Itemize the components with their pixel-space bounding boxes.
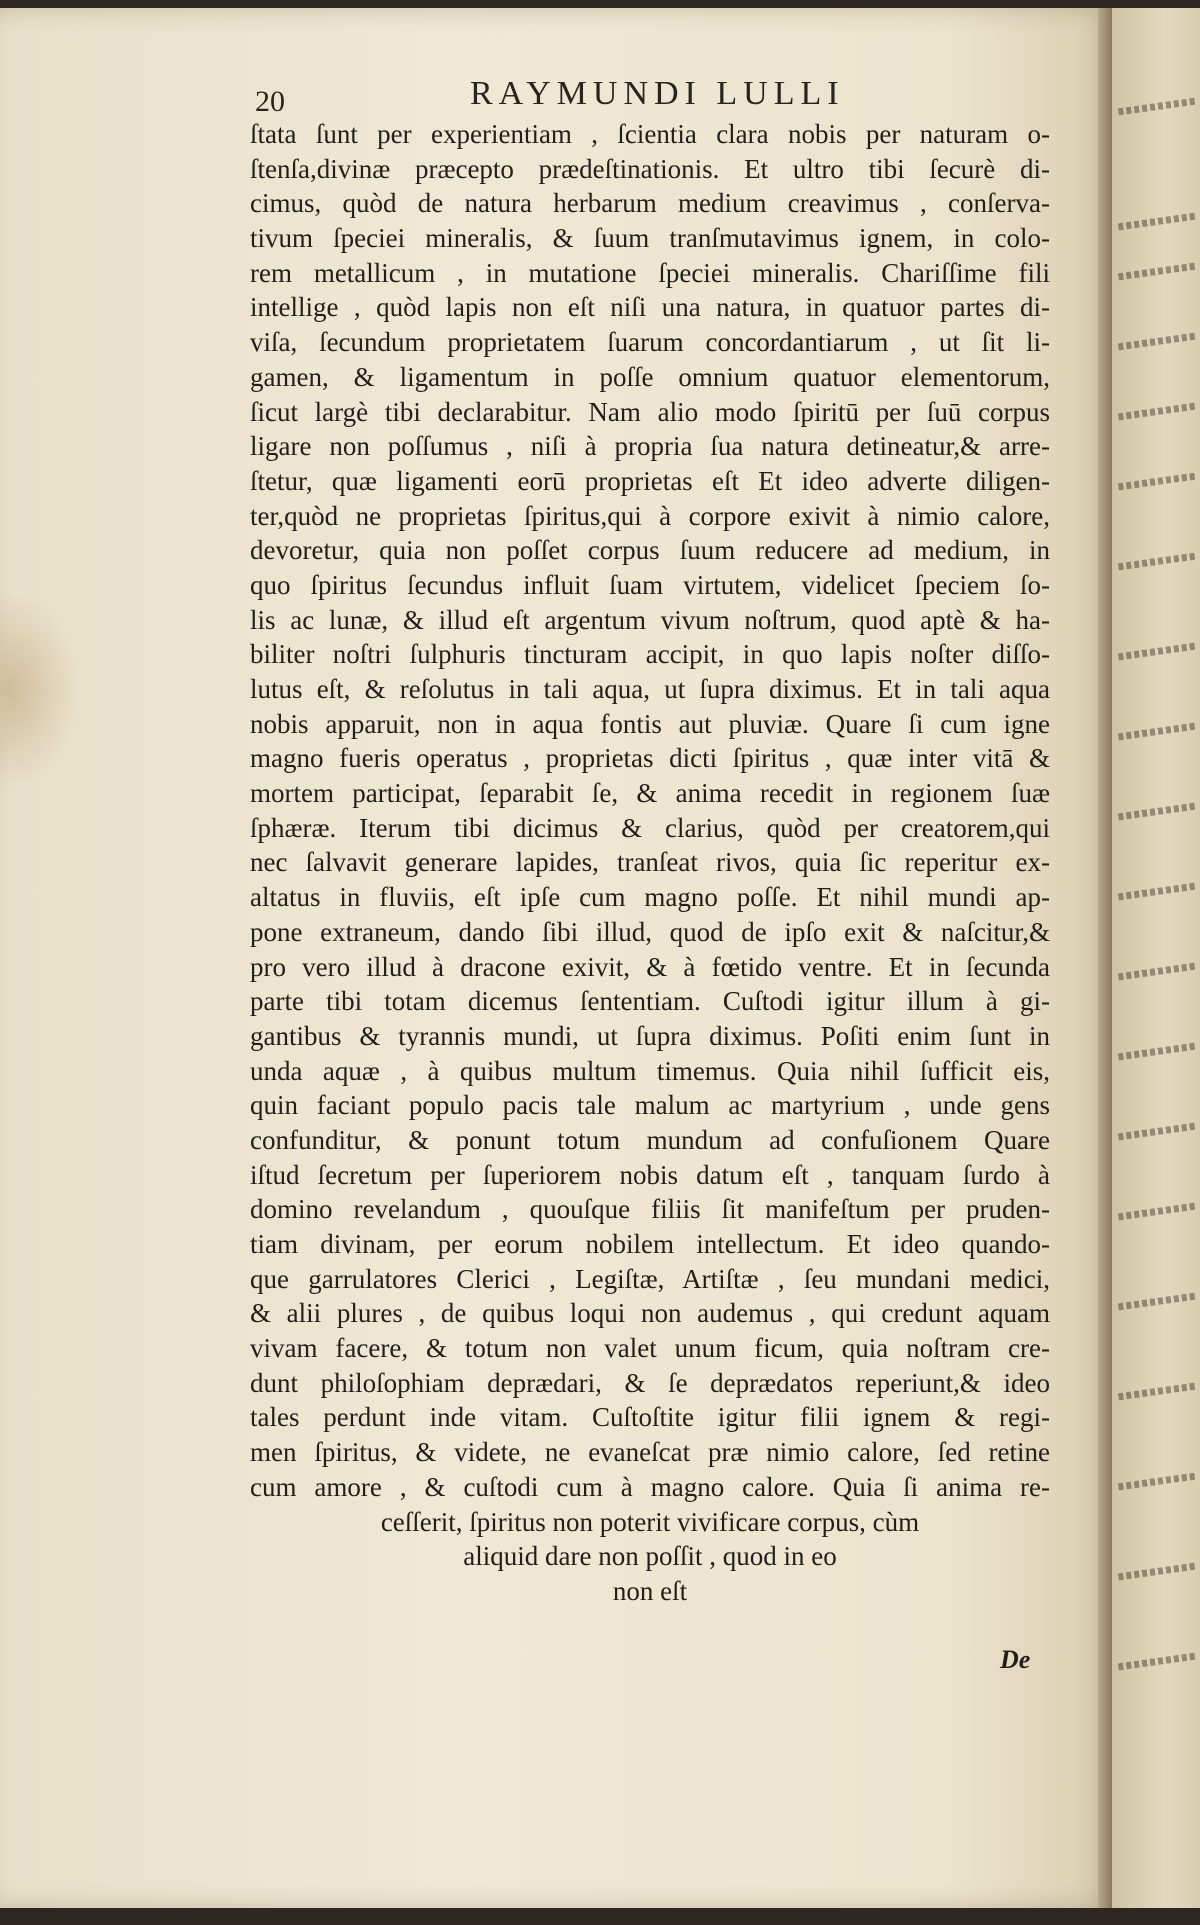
text-line: cimus, quòd de natura herbarum medium creavimus , conſerva- <box>250 188 1050 219</box>
text-line: confunditur, & ponunt totum mundum ad confuſionem Quare <box>250 1124 1050 1155</box>
text-line: nobis apparuit, non in aqua fontis aut pluviæ. Quare ſi cum igne <box>250 708 1050 739</box>
text-line: pro vero illud à dracone exivit, & à fœtido ventre. Et in ſecunda <box>250 951 1050 982</box>
text-line: domino revelandum , quouſque filiis ſit manifeſtum per pruden- <box>250 1194 1050 1225</box>
text-line: ſicut largè tibi declarabitur. Nam alio modo ſpiritū per ſuū corpus <box>250 396 1050 427</box>
text-line: nec ſalvavit generare lapides, tranſeat rivos, quia ſic reperitur ex- <box>250 847 1050 878</box>
text-line: intellige , quòd lapis non eſt niſi una natura, in quatuor partes di- <box>250 292 1050 323</box>
text-line: viſa, ſecundum proprietatem ſuarum concordantiarum , ut ſit li- <box>250 327 1050 358</box>
text-line: tales perdunt inde vitam. Cuſtoſtite igitur filii ignem & regi- <box>250 1402 1050 1433</box>
text-line: unda aquæ , à quibus multum timemus. Quia nihil ſufficit eis, <box>250 1055 1050 1086</box>
text-line: men ſpiritus, & videte, ne evaneſcat præ nimio calore, ſed retine <box>250 1437 1050 1468</box>
text-line: & alii plures , de quibus loqui non audemus , qui credunt aquam <box>250 1298 1050 1329</box>
text-line: que garrulatores Clerici , Legiſtæ, Artiſtæ , ſeu mundani medici, <box>250 1263 1050 1294</box>
text-line: lutus eſt, & reſolutus in tali aqua, ut ſupra diximus. Et in tali aqua <box>250 674 1050 704</box>
text-line: ſphæræ. Iterum tibi dicimus & clarius, quòd per creatorem,qui <box>250 812 1050 843</box>
tail-line: ceſſerit, ſpiritus non poterit vivificare corpus, cùm <box>380 1506 920 1537</box>
running-head: RAYMUNDI LULLI <box>470 75 845 112</box>
text-line: gantibus & tyrannis mundi, ut ſupra diximus. Poſiti enim ſunt in <box>250 1020 1050 1051</box>
text-line: tiam divinam, per eorum nobilem intellectum. Et ideo quando- <box>250 1229 1050 1259</box>
text-line: pone extraneum, dando ſibi illud, quod de ipſo exit & naſcitur,& <box>250 916 1050 947</box>
tail-line: non eſt <box>612 1575 688 1606</box>
facing-page-edge <box>1112 8 1200 1908</box>
text-line: parte tibi totam dicemus ſententiam. Cuſtodi igitur illum à gi- <box>250 986 1050 1017</box>
text-line: cum amore , & cuſtodi cum à magno calore. Quia ſi anima re- <box>250 1471 1050 1502</box>
text-line: vivam facere, & totum non valet unum ficum, quia noſtram cre- <box>250 1333 1050 1364</box>
text-line: quo ſpiritus ſecundus influit ſuam virtutem, videlicet ſpeciem ſo- <box>250 569 1050 600</box>
text-line: altatus in fluviis, eſt ipſe cum magno poſſe. Et nihil mundi ap- <box>250 882 1050 913</box>
catchword: De <box>1000 1645 1031 1674</box>
text-line: gamen, & ligamentum in poſſe omnium quatuor elementorum, <box>250 361 1050 392</box>
tail-line: aliquid dare non poſſit , quod in eo <box>463 1541 837 1572</box>
book-gutter <box>1098 8 1112 1908</box>
text-line: ligare non poſſumus , niſi à propria ſua natura detineatur,& arre- <box>250 431 1050 462</box>
body-text <box>250 117 1050 1609</box>
text-line: ſtetur, quæ ligamenti eorū proprietas eſt Et ideo adverte diligen- <box>250 465 1050 496</box>
text-line: tivum ſpeciei mineralis, & ſuum tranſmutavimus ignem, in colo- <box>250 223 1050 254</box>
text-line: quin faciant populo pacis tale malum ac martyrium , unde gens <box>250 1090 1050 1121</box>
text-line: ter,quòd ne proprietas ſpiritus,qui à corpore exivit à nimio calore, <box>250 500 1050 531</box>
text-line: iſtud ſecretum per ſuperiorem nobis datum eſt , tanquam ſurdo à <box>250 1159 1050 1190</box>
text-line: mortem participat, ſeparabit ſe, & anima recedit in regionem ſuæ <box>250 778 1050 809</box>
text-line: lis ac lunæ, & illud eſt argentum vivum noſtrum, quod aptè & ha- <box>250 604 1050 635</box>
text-line: magno fueris operatus , proprietas dicti ſpiritus , quæ inter vitā & <box>250 743 1050 774</box>
text-line: ſtenſa,divinæ præcepto prædeſtinationis. Et ultro tibi ſecurè di- <box>250 153 1050 184</box>
text-line: biliter noſtri ſulphuris tincturam accipit, in quo lapis noſter diſſo- <box>250 639 1050 670</box>
text-line: dunt philoſophiam deprædari, & ſe deprædatos reperiunt,& ideo <box>250 1367 1050 1398</box>
folio-number: 20 <box>255 85 285 118</box>
text-line: rem metallicum , in mutatione ſpeciei mineralis. Chariſſime fili <box>250 257 1050 288</box>
text-line: devoretur, quia non poſſet corpus ſuum reducere ad medium, in <box>250 535 1050 566</box>
text-line: ſtata ſunt per experientiam , ſcientia clara nobis per naturam o- <box>250 119 1050 149</box>
